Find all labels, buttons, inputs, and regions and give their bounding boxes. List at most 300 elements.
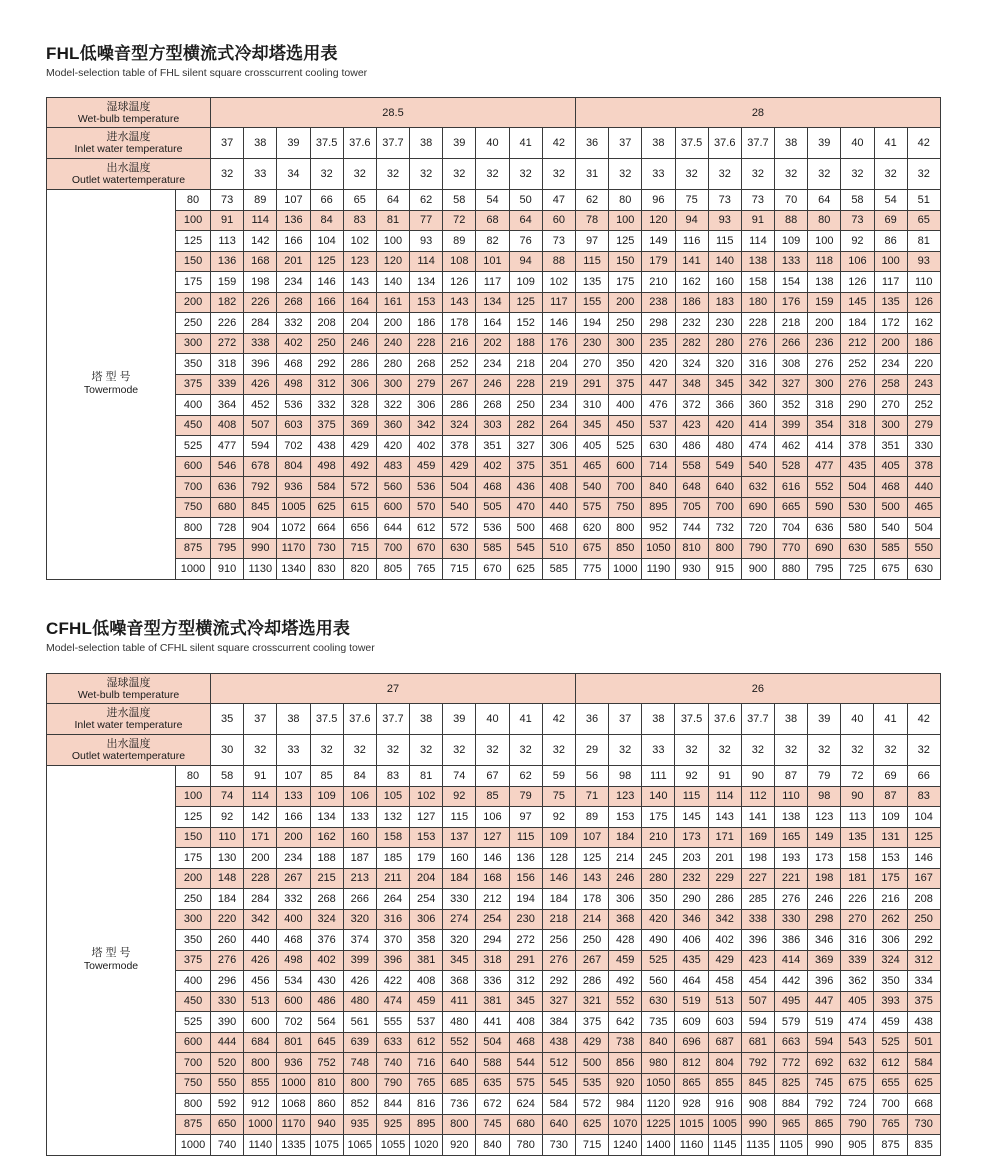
value-cell: 172 [874, 313, 907, 334]
value-cell: 254 [476, 909, 509, 930]
value-cell: 114 [708, 786, 741, 807]
table-row [47, 395, 941, 416]
model-cell: 375 [176, 374, 211, 395]
value-cell: 612 [874, 1053, 907, 1074]
value-cell: 140 [376, 272, 409, 293]
table-row [47, 1094, 941, 1115]
value-cell: 714 [642, 456, 675, 477]
value-cell: 620 [575, 518, 608, 539]
value-cell: 381 [410, 950, 443, 971]
value-cell: 173 [808, 848, 841, 869]
value-cell: 127 [476, 827, 509, 848]
outlet-temp-cell: 32 [741, 159, 774, 190]
value-cell: 276 [808, 354, 841, 375]
value-cell: 396 [741, 930, 774, 951]
value-cell: 306 [410, 909, 443, 930]
value-cell: 91 [708, 766, 741, 787]
value-cell: 1020 [410, 1135, 443, 1156]
value-cell: 294 [476, 930, 509, 951]
value-cell: 480 [343, 991, 376, 1012]
value-cell: 984 [609, 1094, 642, 1115]
model-cell: 600 [176, 456, 211, 477]
inlet-row [47, 128, 941, 159]
value-cell: 1072 [277, 518, 310, 539]
value-cell: 254 [410, 889, 443, 910]
value-cell: 585 [874, 538, 907, 559]
value-cell: 505 [476, 497, 509, 518]
value-cell: 64 [808, 190, 841, 211]
value-cell: 540 [874, 518, 907, 539]
value-cell: 282 [675, 333, 708, 354]
table-row [47, 559, 941, 580]
value-cell: 738 [609, 1032, 642, 1053]
model-cell: 700 [176, 477, 211, 498]
inlet-temp-cell: 41 [509, 128, 542, 159]
value-cell: 279 [907, 415, 940, 436]
value-cell: 552 [609, 991, 642, 1012]
outlet-label [47, 735, 211, 766]
value-cell: 316 [376, 909, 409, 930]
value-cell: 504 [907, 518, 940, 539]
value-cell: 345 [509, 991, 542, 1012]
inlet-temp-cell: 37.6 [708, 128, 741, 159]
value-cell: 865 [675, 1073, 708, 1094]
value-cell: 804 [708, 1053, 741, 1074]
value-cell: 339 [841, 950, 874, 971]
value-cell: 635 [476, 1073, 509, 1094]
value-cell: 70 [775, 190, 808, 211]
value-cell: 330 [774, 909, 807, 930]
value-cell: 296 [211, 971, 244, 992]
value-cell: 490 [642, 930, 675, 951]
value-cell: 167 [907, 868, 940, 889]
value-cell: 178 [443, 313, 476, 334]
inlet-temp-cell: 37.6 [343, 128, 376, 159]
value-cell: 87 [774, 766, 807, 787]
value-cell: 372 [675, 395, 708, 416]
value-cell: 594 [808, 1032, 841, 1053]
value-cell: 87 [874, 786, 907, 807]
inlet-temp-cell: 42 [542, 128, 575, 159]
value-cell: 51 [907, 190, 940, 211]
value-cell: 110 [774, 786, 807, 807]
value-cell: 250 [609, 313, 642, 334]
value-cell: 156 [509, 868, 542, 889]
value-cell: 501 [907, 1032, 940, 1053]
value-cell: 185 [376, 848, 409, 869]
value-cell: 348 [675, 374, 708, 395]
value-cell: 200 [244, 848, 277, 869]
outlet-temp-cell: 32 [310, 735, 343, 766]
value-cell: 184 [443, 868, 476, 889]
value-cell: 594 [741, 1012, 774, 1033]
value-cell: 928 [675, 1094, 708, 1115]
value-cell: 230 [708, 313, 741, 334]
value-cell: 1340 [277, 559, 310, 580]
model-cell: 875 [176, 538, 211, 559]
value-cell: 880 [775, 559, 808, 580]
outlet-temp-cell: 31 [575, 159, 608, 190]
value-cell: 320 [443, 930, 476, 951]
value-cell: 284 [244, 889, 277, 910]
value-cell: 543 [841, 1032, 874, 1053]
value-cell: 218 [775, 313, 808, 334]
inlet-label-zh: 进水温度 [106, 707, 151, 719]
model-cell: 150 [176, 827, 211, 848]
value-cell: 117 [874, 272, 907, 293]
value-cell: 179 [410, 848, 443, 869]
value-cell: 200 [277, 827, 310, 848]
value-cell: 155 [575, 292, 608, 313]
value-cell: 268 [476, 395, 509, 416]
value-cell: 1335 [277, 1135, 310, 1156]
value-cell: 109 [874, 807, 907, 828]
value-cell: 276 [211, 950, 244, 971]
value-cell: 216 [443, 333, 476, 354]
value-cell: 312 [509, 971, 542, 992]
outlet-temp-cell: 32 [874, 735, 907, 766]
value-cell: 590 [808, 497, 841, 518]
value-cell: 1225 [642, 1114, 675, 1135]
wet-bulb-label [47, 98, 211, 128]
value-cell: 429 [708, 950, 741, 971]
value-cell: 246 [476, 374, 509, 395]
outlet-temp-cell: 32 [410, 735, 443, 766]
value-cell: 702 [277, 1012, 310, 1033]
value-cell: 736 [443, 1094, 476, 1115]
value-cell: 716 [410, 1053, 443, 1074]
value-cell: 100 [874, 251, 907, 272]
outlet-temp-cell: 32 [609, 159, 642, 190]
value-cell: 550 [211, 1073, 244, 1094]
cfhl-section [46, 619, 940, 1151]
value-cell: 324 [874, 950, 907, 971]
value-cell: 149 [642, 231, 675, 252]
value-cell: 175 [609, 272, 642, 293]
value-cell: 166 [277, 231, 310, 252]
value-cell: 98 [808, 786, 841, 807]
value-cell: 735 [642, 1012, 675, 1033]
model-cell: 100 [176, 786, 211, 807]
value-cell: 770 [775, 538, 808, 559]
table-row [47, 354, 941, 375]
value-cell: 474 [376, 991, 409, 1012]
value-cell: 54 [476, 190, 509, 211]
value-cell: 109 [509, 272, 542, 293]
value-cell: 656 [343, 518, 376, 539]
value-cell: 800 [708, 538, 741, 559]
value-cell: 133 [343, 807, 376, 828]
value-cell: 1240 [609, 1135, 642, 1156]
value-cell: 82 [476, 231, 509, 252]
value-cell: 345 [708, 374, 741, 395]
value-cell: 270 [841, 909, 874, 930]
value-cell: 540 [443, 497, 476, 518]
value-cell: 318 [841, 415, 874, 436]
value-cell: 603 [708, 1012, 741, 1033]
value-cell: 844 [376, 1094, 409, 1115]
value-cell: 62 [410, 190, 443, 211]
value-cell: 306 [609, 889, 642, 910]
value-cell: 765 [410, 559, 443, 580]
value-cell: 420 [642, 354, 675, 375]
value-cell: 525 [642, 950, 675, 971]
model-cell: 750 [176, 1073, 211, 1094]
value-cell: 258 [874, 374, 907, 395]
value-cell: 936 [277, 1053, 310, 1074]
value-cell: 592 [211, 1094, 244, 1115]
outlet-temp-cell: 32 [841, 159, 874, 190]
value-cell: 252 [841, 354, 874, 375]
value-cell: 153 [410, 292, 443, 313]
value-cell: 298 [642, 313, 675, 334]
value-cell: 73 [741, 190, 774, 211]
value-cell: 75 [675, 190, 708, 211]
value-cell: 216 [874, 889, 907, 910]
value-cell: 110 [211, 827, 244, 848]
value-cell: 936 [277, 477, 310, 498]
table-row [47, 807, 941, 828]
value-cell: 146 [542, 868, 575, 889]
value-cell: 681 [741, 1032, 774, 1053]
inlet-temp-cell: 38 [410, 128, 443, 159]
value-cell: 318 [476, 950, 509, 971]
value-cell: 644 [376, 518, 409, 539]
table-row [47, 292, 941, 313]
value-cell: 300 [609, 333, 642, 354]
value-cell: 444 [211, 1032, 244, 1053]
value-cell: 458 [708, 971, 741, 992]
value-cell: 137 [443, 827, 476, 848]
value-cell: 114 [244, 786, 277, 807]
value-cell: 236 [808, 333, 841, 354]
outlet-temp-cell: 32 [907, 159, 940, 190]
value-cell: 214 [609, 848, 642, 869]
value-cell: 405 [575, 436, 608, 457]
value-cell: 184 [542, 889, 575, 910]
value-cell: 235 [642, 333, 675, 354]
value-cell: 680 [211, 497, 244, 518]
tower-model-label-zh: 塔 型 号 [91, 947, 131, 960]
value-cell: 396 [244, 354, 277, 375]
value-cell: 800 [443, 1114, 476, 1135]
value-cell: 316 [841, 930, 874, 951]
value-cell: 855 [244, 1073, 277, 1094]
value-cell: 98 [609, 766, 642, 787]
value-cell: 115 [443, 807, 476, 828]
value-cell: 218 [509, 354, 542, 375]
value-cell: 280 [708, 333, 741, 354]
value-cell: 408 [211, 415, 244, 436]
model-cell: 350 [176, 354, 211, 375]
model-cell: 250 [176, 313, 211, 334]
value-cell: 300 [376, 374, 409, 395]
value-cell: 745 [808, 1073, 841, 1094]
value-cell: 792 [808, 1094, 841, 1115]
inlet-label-zh: 进水温度 [106, 131, 151, 143]
value-cell: 339 [211, 374, 244, 395]
value-cell: 452 [244, 395, 277, 416]
value-cell: 540 [741, 456, 774, 477]
value-cell: 81 [907, 231, 940, 252]
value-cell: 884 [774, 1094, 807, 1115]
value-cell: 198 [741, 848, 774, 869]
value-cell: 1055 [376, 1135, 409, 1156]
value-cell: 65 [907, 210, 940, 231]
value-cell: 109 [775, 231, 808, 252]
outlet-temp-cell: 32 [343, 159, 376, 190]
value-cell: 143 [343, 272, 376, 293]
value-cell: 73 [542, 231, 575, 252]
value-cell: 856 [609, 1053, 642, 1074]
value-cell: 94 [509, 251, 542, 272]
wet-bulb-label [47, 674, 211, 704]
value-cell: 318 [808, 395, 841, 416]
value-cell: 920 [443, 1135, 476, 1156]
outlet-label-en: Outlet watertemperature [71, 174, 186, 186]
value-cell: 162 [907, 313, 940, 334]
table-row [47, 950, 941, 971]
value-cell: 142 [244, 231, 277, 252]
value-cell: 116 [675, 231, 708, 252]
value-cell: 159 [808, 292, 841, 313]
value-cell: 720 [741, 518, 774, 539]
value-cell: 133 [775, 251, 808, 272]
value-cell: 1015 [675, 1114, 708, 1135]
value-cell: 130 [211, 848, 244, 869]
value-cell: 1050 [642, 1073, 675, 1094]
value-cell: 268 [410, 354, 443, 375]
model-cell: 150 [176, 251, 211, 272]
outlet-temp-cell: 32 [542, 159, 575, 190]
value-cell: 345 [575, 415, 608, 436]
outlet-label-en: Outlet watertemperature [71, 750, 186, 762]
value-cell: 675 [575, 538, 608, 559]
value-cell: 303 [476, 415, 509, 436]
value-cell: 678 [244, 456, 277, 477]
value-cell: 162 [310, 827, 343, 848]
inlet-temp-cell: 37.5 [310, 704, 343, 735]
value-cell: 468 [277, 930, 310, 951]
value-cell: 252 [443, 354, 476, 375]
value-cell: 60 [542, 210, 575, 231]
value-cell: 92 [211, 807, 244, 828]
value-cell: 188 [509, 333, 542, 354]
value-cell: 612 [410, 518, 443, 539]
value-cell: 715 [343, 538, 376, 559]
inlet-temp-cell: 37 [609, 704, 642, 735]
value-cell: 835 [907, 1135, 940, 1156]
value-cell: 465 [575, 456, 608, 477]
value-cell: 990 [808, 1135, 841, 1156]
value-cell: 327 [542, 991, 575, 1012]
value-cell: 106 [343, 786, 376, 807]
value-cell: 580 [841, 518, 874, 539]
value-cell: 438 [907, 1012, 940, 1033]
value-cell: 109 [542, 827, 575, 848]
value-cell: 504 [476, 1032, 509, 1053]
value-cell: 687 [708, 1032, 741, 1053]
value-cell: 320 [708, 354, 741, 375]
value-cell: 134 [476, 292, 509, 313]
value-cell: 845 [244, 497, 277, 518]
value-cell: 840 [642, 1032, 675, 1053]
value-cell: 125 [907, 827, 940, 848]
value-cell: 402 [277, 333, 310, 354]
value-cell: 492 [343, 456, 376, 477]
outlet-temp-cell: 32 [509, 735, 542, 766]
value-cell: 160 [443, 848, 476, 869]
value-cell: 93 [907, 251, 940, 272]
wet-bulb-value: 26 [575, 674, 940, 704]
value-cell: 375 [575, 1012, 608, 1033]
wet-bulb-label-en: Wet-bulb temperature [77, 688, 180, 701]
value-cell: 234 [277, 848, 310, 869]
value-cell: 176 [775, 292, 808, 313]
value-cell: 400 [277, 909, 310, 930]
value-cell: 680 [509, 1114, 542, 1135]
value-cell: 66 [310, 190, 343, 211]
value-cell: 816 [410, 1094, 443, 1115]
value-cell: 56 [575, 766, 608, 787]
value-cell: 740 [211, 1135, 244, 1156]
inlet-temp-cell: 40 [841, 128, 874, 159]
value-cell: 369 [343, 415, 376, 436]
value-cell: 725 [841, 559, 874, 580]
value-cell: 127 [410, 807, 443, 828]
value-cell: 171 [708, 827, 741, 848]
value-cell: 153 [609, 807, 642, 828]
value-cell: 805 [376, 559, 409, 580]
value-cell: 226 [211, 313, 244, 334]
value-cell: 910 [211, 559, 244, 580]
value-cell: 338 [244, 333, 277, 354]
outlet-temp-cell: 32 [244, 735, 277, 766]
value-cell: 264 [376, 889, 409, 910]
value-cell: 71 [575, 786, 608, 807]
value-cell: 386 [774, 930, 807, 951]
value-cell: 104 [310, 231, 343, 252]
value-cell: 560 [642, 971, 675, 992]
value-cell: 642 [609, 1012, 642, 1033]
value-cell: 375 [509, 456, 542, 477]
value-cell: 117 [542, 292, 575, 313]
value-cell: 375 [907, 991, 940, 1012]
value-cell: 250 [310, 333, 343, 354]
value-cell: 420 [642, 909, 675, 930]
value-cell: 58 [211, 766, 244, 787]
value-cell: 171 [244, 827, 277, 848]
value-cell: 900 [741, 559, 774, 580]
value-cell: 186 [410, 313, 443, 334]
value-cell: 414 [774, 950, 807, 971]
value-cell: 286 [708, 889, 741, 910]
value-cell: 368 [443, 971, 476, 992]
value-cell: 79 [509, 786, 542, 807]
model-cell: 450 [176, 991, 211, 1012]
wet-bulb-label-en: Wet-bulb temperature [77, 112, 180, 125]
outlet-temp-cell: 32 [841, 735, 874, 766]
value-cell: 561 [343, 1012, 376, 1033]
value-cell: 324 [443, 415, 476, 436]
table-row [47, 231, 941, 252]
value-cell: 632 [841, 1053, 874, 1074]
wet-bulb-value: 27 [211, 674, 576, 704]
outlet-temp-cell: 32 [907, 735, 940, 766]
table-row [47, 497, 941, 518]
value-cell: 108 [443, 251, 476, 272]
outlet-temp-cell: 32 [310, 159, 343, 190]
